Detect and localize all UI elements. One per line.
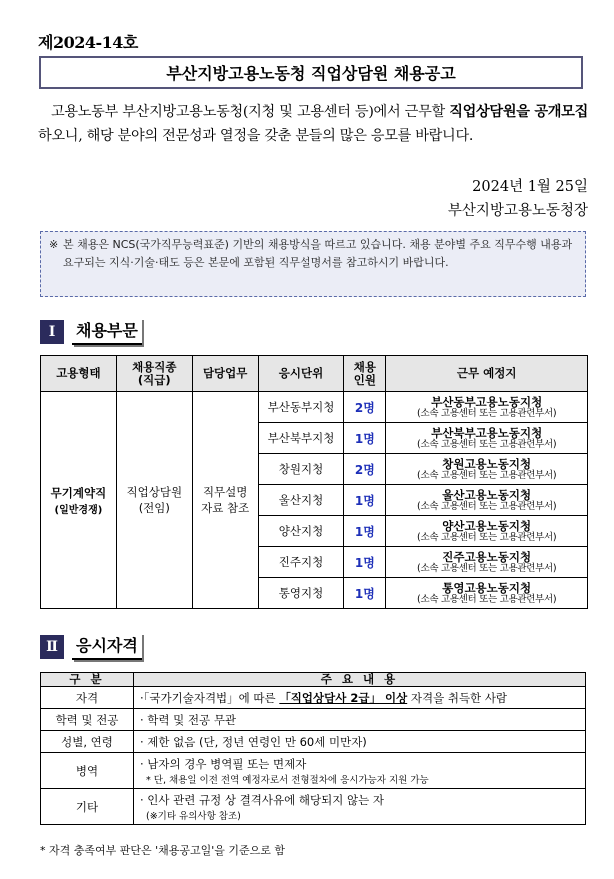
table-row	[41, 709, 586, 731]
col-header: 채용직종 (직급)	[116, 356, 192, 392]
col-header: 응시단위	[258, 356, 344, 392]
location-main: 울산고용노동지청	[442, 487, 532, 502]
location-sub: (소속 고용센터 또는 고용관련부서)	[417, 562, 557, 574]
unit-cell: 창원지청	[258, 454, 344, 485]
location-cell	[386, 454, 588, 485]
intro-part2: 하오니, 해당 분야의 전문성과 열정을 갖춘 분들의 많은 응모를 바랍니다.	[38, 128, 474, 144]
value-main: · 인사 관련 규정 상 결격사유에 해당되지 않는 자	[140, 792, 384, 807]
recruitment-table	[40, 355, 588, 609]
job-sub: (전임)	[138, 501, 170, 515]
job-cell	[116, 392, 192, 609]
intro-bold: 직업상담원을 공개모집	[449, 104, 588, 120]
table-header-row	[41, 673, 586, 687]
section-heading-1	[40, 318, 142, 345]
row-value	[134, 753, 586, 789]
count-cell: 1명	[344, 423, 386, 454]
unit-cell: 통영지청	[258, 578, 344, 609]
duty-cell	[192, 392, 258, 609]
document-number: 제2024-14호	[38, 33, 138, 52]
job-title: 직업상담원	[126, 485, 183, 499]
intro-part1: 고용노동부 부산지방고용노동청(지청 및 고용센터 등)에서 근무할	[50, 104, 450, 120]
row-label: 기타	[41, 789, 134, 825]
count-cell: 1명	[344, 516, 386, 547]
location-cell	[386, 423, 588, 454]
employment-type-cell	[41, 392, 117, 609]
announcement-date: 2024년 1월 25일	[472, 179, 588, 195]
location-main: 양산고용노동지청	[442, 518, 532, 533]
col-header: 고용형태	[41, 356, 117, 392]
value-main: · 남자의 경우 병역필 또는 면제자	[140, 756, 307, 771]
count-cell: 2명	[344, 454, 386, 485]
notice-mark: ※	[49, 238, 59, 251]
value-emphasis: 「직업상담사 2급」 이상	[279, 690, 408, 705]
count-cell: 1명	[344, 578, 386, 609]
location-sub: (소속 고용센터 또는 고용관련부서)	[417, 593, 557, 605]
unit-cell: 진주지청	[258, 547, 344, 578]
unit-cell: 양산지청	[258, 516, 344, 547]
col-header: 구 분	[41, 673, 134, 687]
unit-cell: 부산동부지청	[258, 392, 344, 423]
row-value	[134, 687, 586, 709]
value-pre: ·「국가기술자격법」에 따른	[140, 690, 280, 705]
issuer-name: 부산지방고용노동청장	[447, 203, 588, 219]
page-title	[39, 56, 583, 89]
location-sub: (소속 고용센터 또는 고용관련부서)	[417, 531, 557, 543]
table-row	[41, 753, 586, 789]
location-cell	[386, 485, 588, 516]
row-label: 자격	[41, 687, 134, 709]
location-main: 부산북부고용노동지청	[431, 425, 543, 440]
count-cell: 2명	[344, 392, 386, 423]
location-sub: (소속 고용센터 또는 고용관련부서)	[417, 438, 557, 450]
location-cell	[386, 392, 588, 423]
duty-sub: 자료 참조	[201, 501, 250, 515]
footnote: * 자격 충족여부 판단은 '채용공고일'을 기준으로 함	[40, 844, 286, 857]
employment-sub: (일반경쟁)	[54, 504, 103, 516]
table-row	[41, 687, 586, 709]
unit-cell: 부산북부지청	[258, 423, 344, 454]
location-main: 부산동부고용노동지청	[431, 394, 543, 409]
row-value: · 제한 없음 (단, 정년 연령인 만 60세 미만자)	[134, 731, 586, 753]
section-heading-2	[40, 633, 142, 660]
location-cell	[386, 516, 588, 547]
location-sub: (소속 고용센터 또는 고용관련부서)	[417, 407, 557, 419]
notice-text: 본 채용은 NCS(국가직무능력표준) 기반의 채용방식을 따르고 있습니다. 채용 분야별 주요 직무수행 내용과 요구되는 지식·기술·태도 등은 본문에 포함된 직무설명서를 참고하시기 바랍니다.	[63, 238, 573, 269]
col-header: 주 요 내 용	[134, 673, 586, 687]
intro-paragraph	[38, 100, 588, 148]
location-cell	[386, 547, 588, 578]
qualification-table	[40, 672, 586, 825]
table-row	[41, 392, 588, 423]
row-label: 성별, 연령	[41, 731, 134, 753]
location-main: 진주고용노동지청	[442, 549, 532, 564]
title-text: 부산지방고용노동청 직업상담원 채용공고	[166, 64, 456, 83]
col-header: 담당업무	[192, 356, 258, 392]
location-main: 통영고용노동지청	[442, 580, 532, 595]
row-value	[134, 789, 586, 825]
col-header: 근무 예정지	[386, 356, 588, 392]
row-label: 학력 및 전공	[41, 709, 134, 731]
ncs-notice-box	[40, 231, 586, 297]
row-label: 병역	[41, 753, 134, 789]
value-post: 자격을 취득한 사람	[407, 690, 508, 705]
value-note: * 단, 채용일 이전 전역 예정자로서 전형절차에 응시가능자 지원 가능	[146, 774, 429, 786]
section-title: 응시자격	[72, 633, 142, 660]
table-row	[41, 731, 586, 753]
unit-cell: 울산지청	[258, 485, 344, 516]
count-cell: 1명	[344, 485, 386, 516]
row-value: · 학력 및 전공 무관	[134, 709, 586, 731]
location-sub: (소속 고용센터 또는 고용관련부서)	[417, 500, 557, 512]
duty-text: 직무설명	[202, 485, 248, 499]
count-cell: 1명	[344, 547, 386, 578]
location-cell	[386, 578, 588, 609]
table-row	[41, 789, 586, 825]
location-main: 창원고용노동지청	[442, 456, 532, 471]
value-note: (※기타 유의사항 참조)	[146, 810, 241, 822]
location-sub: (소속 고용센터 또는 고용관련부서)	[417, 469, 557, 481]
employment-type: 무기계약직	[50, 485, 107, 500]
section-number-badge: Ⅱ	[40, 635, 64, 659]
col-header: 채용 인원	[344, 356, 386, 392]
table-header-row	[41, 356, 588, 392]
section-title: 채용부문	[72, 318, 142, 345]
section-number-badge: Ⅰ	[40, 320, 64, 344]
